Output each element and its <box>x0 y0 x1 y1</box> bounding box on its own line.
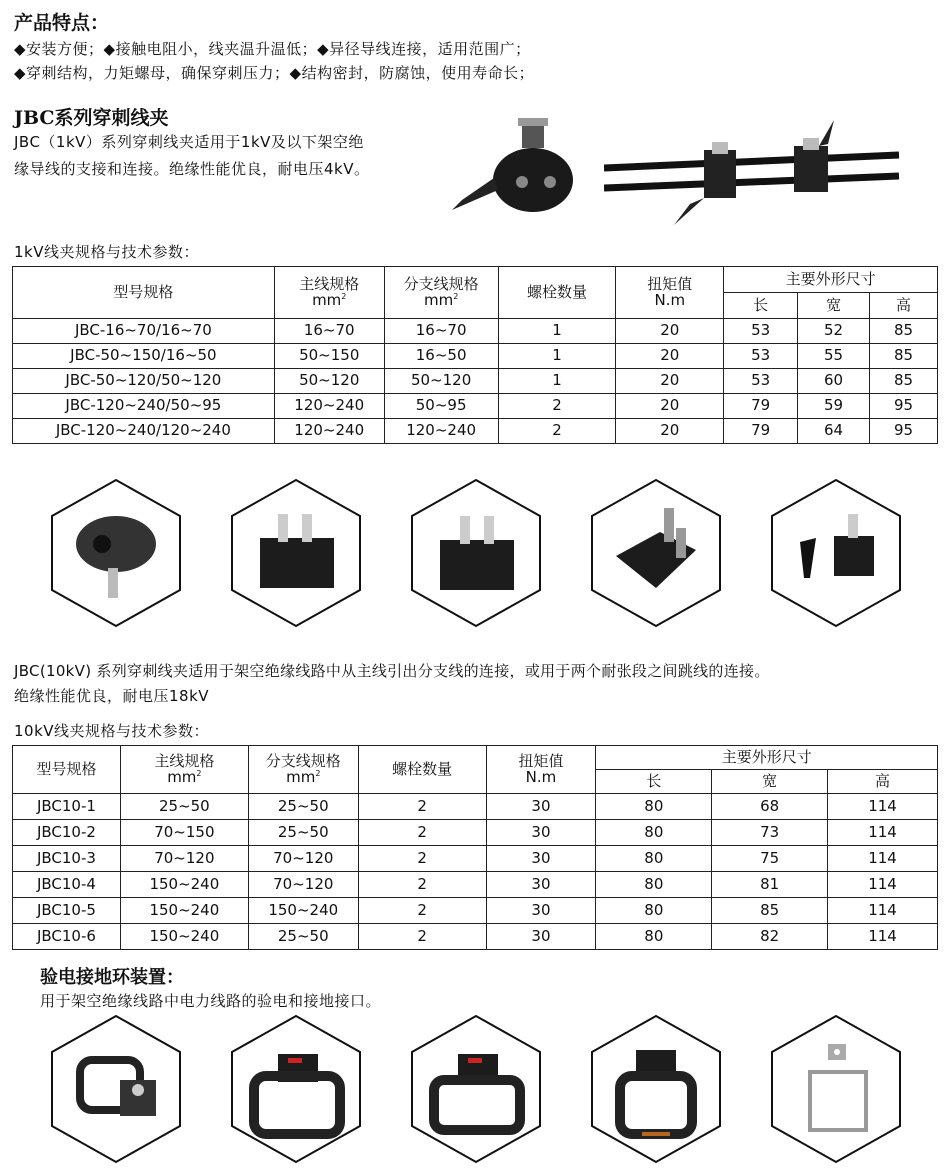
jbc10-cell: 2 <box>358 898 486 924</box>
jbc10-cell: 30 <box>486 846 596 872</box>
jbc10-cell: 30 <box>486 924 596 950</box>
jbc-cell: 16~70 <box>384 319 498 344</box>
jbc-cell: JBC-50~120/50~120 <box>13 369 275 394</box>
jbc10-cell: 150~240 <box>248 898 358 924</box>
jbc10-desc-2: 绝缘性能优良，耐电压18kV <box>14 687 210 705</box>
col-wid: 宽 <box>798 293 870 319</box>
col-torque: 扭矩值 N.m <box>616 267 724 319</box>
jbc10-cell: 70~150 <box>120 820 248 846</box>
col-model: 型号规格 <box>13 267 275 319</box>
col-bolts: 螺栓数量 <box>498 267 616 319</box>
jbc10-cell: 114 <box>828 846 938 872</box>
grounding-ring-photo-3 <box>410 1014 542 1164</box>
jbc-cell: 2 <box>498 419 616 444</box>
jbc-cell: 20 <box>616 344 724 369</box>
jbc10-cell: 114 <box>828 820 938 846</box>
jbc-cell: 50~150 <box>274 344 384 369</box>
col10-model: 型号规格 <box>13 746 121 794</box>
col10-len: 长 <box>596 770 712 794</box>
jbc-cell: 53 <box>724 369 798 394</box>
jbc10-cell: 25~50 <box>120 794 248 820</box>
jbc-cell: 64 <box>798 419 870 444</box>
jbc-cell: 85 <box>870 369 938 394</box>
col10-wid: 宽 <box>712 770 828 794</box>
col10-bolts: 螺栓数量 <box>358 746 486 794</box>
jbc10-cell: 30 <box>486 820 596 846</box>
jbc10-cell: 80 <box>596 924 712 950</box>
jbc10-cell: JBC10-6 <box>13 924 121 950</box>
jbc-cell: 1 <box>498 344 616 369</box>
col10-dims: 主要外形尺寸 <box>596 746 938 770</box>
jbc10-cell: 25~50 <box>248 794 358 820</box>
jbc10-row <box>13 820 938 846</box>
col10-torque: 扭矩值 N.m <box>486 746 596 794</box>
jbc10-cell: 80 <box>596 820 712 846</box>
jbc-row <box>13 394 938 419</box>
col10-hei: 高 <box>828 770 938 794</box>
jbc-cell: 1 <box>498 319 616 344</box>
jbc-cell: 95 <box>870 394 938 419</box>
jbc10-cell: 114 <box>828 794 938 820</box>
jbc10-cell: JBC10-5 <box>13 898 121 924</box>
jbc-title: JBC系列穿刺线夹 <box>14 107 169 129</box>
jbc10-cell: 70~120 <box>120 846 248 872</box>
jbc-cell: 20 <box>616 319 724 344</box>
jbc10-cell: JBC10-3 <box>13 846 121 872</box>
jbc10-cell: 2 <box>358 794 486 820</box>
jbc10-cell: 85 <box>712 898 828 924</box>
jbc-row <box>13 344 938 369</box>
jbc-cell: 20 <box>616 419 724 444</box>
jbc-cell: 53 <box>724 319 798 344</box>
jbc-cell: 120~240 <box>274 419 384 444</box>
jbc-cell: 120~240 <box>384 419 498 444</box>
jbc10-cell: 80 <box>596 794 712 820</box>
features-line-1: ◆安装方便；◆接触电阻小，线夹温升温低；◆异径导线连接，适用范围广； <box>14 40 531 58</box>
grounding-ring-photo-4 <box>590 1014 722 1164</box>
jbc-cell: 85 <box>870 319 938 344</box>
jbc-cell: JBC-16~70/16~70 <box>13 319 275 344</box>
jbc-cell: 53 <box>724 344 798 369</box>
jbc-row <box>13 419 938 444</box>
jbc-cell: 120~240 <box>274 394 384 419</box>
jbc-cell: 16~70 <box>274 319 384 344</box>
jbc10-cell: 80 <box>596 846 712 872</box>
jbc-cell: 20 <box>616 394 724 419</box>
features-title: 产品特点： <box>14 12 110 34</box>
jbc10-cell: 70~120 <box>248 846 358 872</box>
col10-main: 主线规格 $mm^2$ <box>120 746 248 794</box>
clamp-photo-4 <box>590 478 722 628</box>
jbc10-cell: 30 <box>486 794 596 820</box>
jbc10-cell: 30 <box>486 872 596 898</box>
jbc-table-caption: 1kV线夹规格与技术参数： <box>14 243 199 261</box>
jbc10-cell: 25~50 <box>248 924 358 950</box>
jbc-cell: JBC-120~240/120~240 <box>13 419 275 444</box>
jbc10-cell: 80 <box>596 872 712 898</box>
col-main: 主线规格 $mm^2$ <box>274 267 384 319</box>
jbc-row <box>13 319 938 344</box>
jbc-cell: 52 <box>798 319 870 344</box>
jbc10-cell: JBC10-2 <box>13 820 121 846</box>
jbc10-cell: 2 <box>358 924 486 950</box>
jbc10-row <box>13 924 938 950</box>
jbc10-cell: 75 <box>712 846 828 872</box>
features-line-2: ◆穿刺结构，力矩螺母，确保穿刺压力；◆结构密封，防腐蚀，使用寿命长； <box>14 64 535 82</box>
jbc10-cell: 114 <box>828 924 938 950</box>
col10-branch: 分支线规格 $mm^2$ <box>248 746 358 794</box>
jbc-row <box>13 369 938 394</box>
clamp-photo-1 <box>50 478 182 628</box>
jbc10-row <box>13 794 938 820</box>
jbc-cell: JBC-50~150/16~50 <box>13 344 275 369</box>
jbc10-cell: JBC10-4 <box>13 872 121 898</box>
jbc-desc-2: 缘导线的支接和连接。绝缘性能优良，耐电压4kV。 <box>14 160 370 178</box>
jbc10-cell: 30 <box>486 898 596 924</box>
jbc-cell: 1 <box>498 369 616 394</box>
jbc10-cell: 80 <box>596 898 712 924</box>
grounding-ring-photo-2 <box>230 1014 362 1164</box>
clamp-photo-3 <box>410 478 542 628</box>
jbc-cell: 79 <box>724 419 798 444</box>
jbc10-row <box>13 846 938 872</box>
jbc10-cell: 2 <box>358 846 486 872</box>
jbc10-cell: 70~120 <box>248 872 358 898</box>
jbc10-cell: 68 <box>712 794 828 820</box>
jbc-cell: 59 <box>798 394 870 419</box>
grounding-ring-photo-1 <box>50 1014 182 1164</box>
jbc10-cell: 73 <box>712 820 828 846</box>
col-dims: 主要外形尺寸 <box>724 267 938 293</box>
jbc10-cell: 81 <box>712 872 828 898</box>
jbc-cell: 60 <box>798 369 870 394</box>
jbc10-spec-table <box>12 745 938 950</box>
jbc-cell: 50~120 <box>274 369 384 394</box>
jbc-cell: 55 <box>798 344 870 369</box>
jbc10-cell: 114 <box>828 872 938 898</box>
jbc10-cell: 25~50 <box>248 820 358 846</box>
jbc-cell: 50~120 <box>384 369 498 394</box>
jbc10-cell: 150~240 <box>120 872 248 898</box>
col-branch: 分支线规格 $mm^2$ <box>384 267 498 319</box>
clamp-on-wire-photo <box>604 120 904 230</box>
jbc10-cell: 150~240 <box>120 924 248 950</box>
jbc-cell: 95 <box>870 419 938 444</box>
jbc-cell: 85 <box>870 344 938 369</box>
jbc-cell: 79 <box>724 394 798 419</box>
jbc10-cell: 2 <box>358 820 486 846</box>
jbc-spec-table <box>12 266 938 444</box>
jbc-cell: 2 <box>498 394 616 419</box>
col-len: 长 <box>724 293 798 319</box>
jbc10-cell: 82 <box>712 924 828 950</box>
clamp-photo-5 <box>770 478 902 628</box>
grounding-desc: 用于架空绝缘线路中电力线路的验电和接地接口。 <box>40 992 382 1010</box>
clamp-photo-2 <box>230 478 362 628</box>
jbc-desc-1: JBC（1kV）系列穿刺线夹适用于1kV及以下架空绝 <box>14 133 364 151</box>
grounding-title: 验电接地环装置： <box>40 967 184 988</box>
jbc-cell: 16~50 <box>384 344 498 369</box>
col-hei: 高 <box>870 293 938 319</box>
jbc10-row <box>13 872 938 898</box>
jbc10-row <box>13 898 938 924</box>
jbc10-cell: JBC10-1 <box>13 794 121 820</box>
clamp-single-photo <box>448 112 608 222</box>
jbc10-cell: 2 <box>358 872 486 898</box>
jbc10-cell: 114 <box>828 898 938 924</box>
grounding-ring-photo-5 <box>770 1014 902 1164</box>
jbc10-cell: 150~240 <box>120 898 248 924</box>
jbc-cell: JBC-120~240/50~95 <box>13 394 275 419</box>
jbc10-desc-1: JBC(10kV) 系列穿刺线夹适用于架空绝缘线路中从主线引出分支线的连接，或用于两个耐张段之间跳线的连接。 <box>14 662 770 680</box>
jbc10-table-caption: 10kV线夹规格与技术参数： <box>14 722 210 740</box>
jbc-cell: 50~95 <box>384 394 498 419</box>
jbc-cell: 20 <box>616 369 724 394</box>
